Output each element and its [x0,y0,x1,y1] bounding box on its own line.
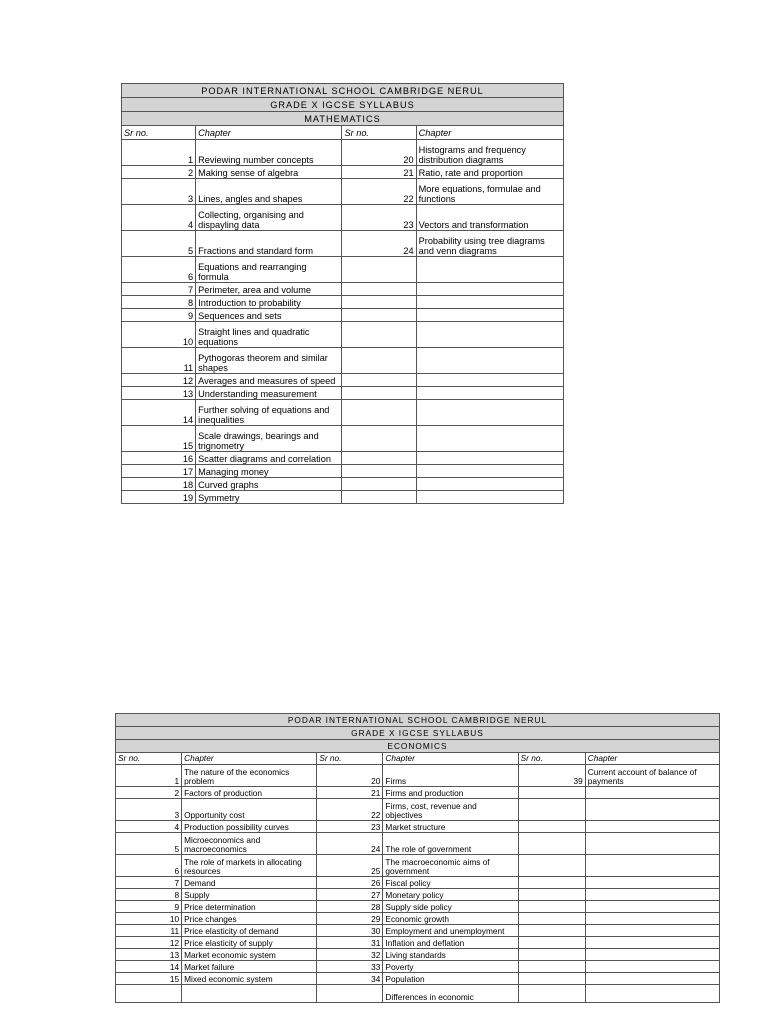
chapter-cell: Scale drawings, bearings and trignometry [196,426,342,452]
chapter-cell [585,787,719,799]
sr-no-cell: 1 [122,140,196,166]
chapter-cell [416,322,563,348]
chapter-cell [585,901,719,913]
econ-col-srno-3: Sr no. [518,753,585,765]
chapter-cell [585,821,719,833]
chapter-cell: Equations and rearranging formula [196,257,342,283]
chapter-cell [416,465,563,478]
sr-no-cell [518,889,585,901]
sr-no-cell: 12 [122,374,196,387]
table-row [122,179,564,205]
chapter-cell [416,348,563,374]
table-row [116,937,720,949]
table-row [122,491,564,504]
table-row [122,257,564,283]
table-row [122,166,564,179]
sr-no-cell: 32 [317,949,383,961]
econ-col-chapter-1: Chapter [182,753,317,765]
sr-no-cell [342,283,416,296]
sr-no-cell [518,821,585,833]
table-row [122,205,564,231]
sr-no-cell [342,452,416,465]
chapter-cell: Factors of production [182,787,317,799]
sr-no-cell: 14 [122,400,196,426]
chapter-cell: Understanding measurement [196,387,342,400]
chapter-cell: Firms and production [383,787,518,799]
chapter-cell [416,257,563,283]
sr-no-cell: 6 [116,855,182,877]
math-col-chapter-2: Chapter [416,126,563,140]
math-subject-title: MATHEMATICS [122,112,564,126]
table-row [116,985,720,1003]
chapter-cell: Curved graphs [196,478,342,491]
sr-no-cell: 22 [317,799,383,821]
sr-no-cell [342,400,416,426]
sr-no-cell: 3 [122,179,196,205]
sr-no-cell: 8 [122,296,196,309]
sr-no-cell: 31 [317,937,383,949]
sr-no-cell [518,855,585,877]
chapter-cell [416,309,563,322]
chapter-cell: Current account of balance of payments [585,765,719,787]
chapter-cell: Symmetry [196,491,342,504]
sr-no-cell [342,348,416,374]
table-row [122,140,564,166]
chapter-cell [585,855,719,877]
sr-no-cell [342,426,416,452]
sr-no-cell: 17 [122,465,196,478]
mathematics-syllabus-table [121,83,564,504]
sr-no-cell: 33 [317,961,383,973]
sr-no-cell [342,465,416,478]
chapter-cell [585,913,719,925]
sr-no-cell: 6 [122,257,196,283]
sr-no-cell: 24 [342,231,416,257]
chapter-cell: Microeconomics and macroeconomics [182,833,317,855]
chapter-cell: Ratio, rate and proportion [416,166,563,179]
chapter-cell: Averages and measures of speed [196,374,342,387]
sr-no-cell [342,296,416,309]
econ-col-srno-2: Sr no. [317,753,383,765]
sr-no-cell: 2 [116,787,182,799]
table-row [116,765,720,787]
chapter-cell [182,985,317,1003]
chapter-cell [585,889,719,901]
table-row [122,309,564,322]
table-row [116,787,720,799]
sr-no-cell [342,322,416,348]
table-row [116,973,720,985]
sr-no-cell: 21 [317,787,383,799]
economics-syllabus-table [115,713,720,1003]
sr-no-cell [518,925,585,937]
chapter-cell: Probability using tree diagrams and venn diagrams [416,231,563,257]
table-row [122,322,564,348]
chapter-cell: The nature of the economics problem [182,765,317,787]
table-row [122,283,564,296]
sr-no-cell: 5 [122,231,196,257]
chapter-cell: Employment and unemployment [383,925,518,937]
chapter-cell: Poverty [383,961,518,973]
sr-no-cell: 34 [317,973,383,985]
sr-no-cell: 25 [317,855,383,877]
sr-no-cell [342,478,416,491]
chapter-cell [585,949,719,961]
chapter-cell [585,877,719,889]
sr-no-cell: 20 [342,140,416,166]
sr-no-cell: 11 [116,925,182,937]
table-row [122,296,564,309]
chapter-cell: Pythogoras theorem and similar shapes [196,348,342,374]
sr-no-cell: 5 [116,833,182,855]
sr-no-cell: 1 [116,765,182,787]
chapter-cell: The role of government [383,833,518,855]
sr-no-cell: 27 [317,889,383,901]
sr-no-cell: 21 [342,166,416,179]
math-table-body [122,84,564,504]
chapter-cell [416,283,563,296]
chapter-cell: Making sense of algebra [196,166,342,179]
table-row [116,961,720,973]
chapter-cell: Price elasticity of supply [182,937,317,949]
sr-no-cell [518,877,585,889]
sr-no-cell [518,901,585,913]
sr-no-cell: 13 [116,949,182,961]
sr-no-cell: 2 [122,166,196,179]
sr-no-cell: 18 [122,478,196,491]
chapter-cell [585,973,719,985]
sr-no-cell: 4 [122,205,196,231]
table-row [122,426,564,452]
chapter-cell: Population [383,973,518,985]
sr-no-cell [342,257,416,283]
econ-col-srno-1: Sr no. [116,753,182,765]
chapter-cell: More equations, formulae and functions [416,179,563,205]
chapter-cell: Reviewing number concepts [196,140,342,166]
chapter-cell: Further solving of equations and inequalities [196,400,342,426]
chapter-cell: Fiscal policy [383,877,518,889]
sr-no-cell: 29 [317,913,383,925]
chapter-cell: Market economic system [182,949,317,961]
table-row [122,374,564,387]
sr-no-cell: 3 [116,799,182,821]
math-grade-title: GRADE X IGCSE SYLLABUS [122,98,564,112]
sr-no-cell: 14 [116,961,182,973]
sr-no-cell: 20 [317,765,383,787]
sr-no-cell [518,833,585,855]
chapter-cell [416,426,563,452]
chapter-cell: The macroeconomic aims of government [383,855,518,877]
table-row [116,799,720,821]
chapter-cell [585,985,719,1003]
chapter-cell: Opportunity cost [182,799,317,821]
sr-no-cell [518,949,585,961]
econ-school-name: PODAR INTERNATIONAL SCHOOL CAMBRIDGE NERUL [116,714,720,727]
chapter-cell: Economic growth [383,913,518,925]
chapter-cell: Inflation and deflation [383,937,518,949]
table-row [122,478,564,491]
chapter-cell: Firms, cost, revenue and objectives [383,799,518,821]
table-row [116,821,720,833]
table-row [116,833,720,855]
sr-no-cell: 15 [116,973,182,985]
table-row [116,913,720,925]
econ-grade-title: GRADE X IGCSE SYLLABUS [116,727,720,740]
sr-no-cell: 11 [122,348,196,374]
chapter-cell [416,478,563,491]
sr-no-cell: 24 [317,833,383,855]
chapter-cell: Fractions and standard form [196,231,342,257]
chapter-cell [585,799,719,821]
chapter-cell: Demand [182,877,317,889]
chapter-cell: Introduction to probability [196,296,342,309]
sr-no-cell [317,985,383,1003]
econ-col-chapter-2: Chapter [383,753,518,765]
table-row [116,925,720,937]
sr-no-cell [342,387,416,400]
sr-no-cell: 9 [122,309,196,322]
table-row [122,465,564,478]
math-school-name: PODAR INTERNATIONAL SCHOOL CAMBRIDGE NERUL [122,84,564,98]
sr-no-cell [518,787,585,799]
sr-no-cell: 4 [116,821,182,833]
sr-no-cell [518,961,585,973]
table-row [116,855,720,877]
chapter-cell [585,961,719,973]
sr-no-cell: 19 [122,491,196,504]
chapter-cell: Market failure [182,961,317,973]
sr-no-cell: 12 [116,937,182,949]
sr-no-cell [518,799,585,821]
table-row [116,901,720,913]
econ-col-chapter-3: Chapter [585,753,719,765]
sr-no-cell: 10 [116,913,182,925]
sr-no-cell [342,491,416,504]
chapter-cell: Lines, angles and shapes [196,179,342,205]
table-row [122,452,564,465]
sr-no-cell [342,374,416,387]
table-row [122,387,564,400]
chapter-cell [416,452,563,465]
sr-no-cell [518,985,585,1003]
chapter-cell: Supply [182,889,317,901]
chapter-cell: Mixed economic system [182,973,317,985]
chapter-cell [416,400,563,426]
sr-no-cell: 23 [342,205,416,231]
chapter-cell: Perimeter, area and volume [196,283,342,296]
table-row [122,231,564,257]
chapter-cell: Managing money [196,465,342,478]
math-col-srno-2: Sr no. [342,126,416,140]
sr-no-cell [342,309,416,322]
chapter-cell: Price changes [182,913,317,925]
sr-no-cell: 39 [518,765,585,787]
sr-no-cell: 7 [122,283,196,296]
chapter-cell: Production possibility curves [182,821,317,833]
sr-no-cell [116,985,182,1003]
chapter-cell: The role of markets in allocating resources [182,855,317,877]
sr-no-cell: 30 [317,925,383,937]
chapter-cell: Firms [383,765,518,787]
chapter-cell: Differences in economic [383,985,518,1003]
chapter-cell: Sequences and sets [196,309,342,322]
chapter-cell: Vectors and transformation [416,205,563,231]
table-row [116,949,720,961]
chapter-cell: Price determination [182,901,317,913]
table-row [116,889,720,901]
sr-no-cell: 9 [116,901,182,913]
chapter-cell: Supply side policy [383,901,518,913]
sr-no-cell [518,913,585,925]
chapter-cell [585,833,719,855]
chapter-cell [416,387,563,400]
sr-no-cell: 15 [122,426,196,452]
sr-no-cell [518,937,585,949]
sr-no-cell: 8 [116,889,182,901]
chapter-cell: Scatter diagrams and correlation [196,452,342,465]
chapter-cell [416,491,563,504]
chapter-cell: Price elasticity of demand [182,925,317,937]
math-col-srno-1: Sr no. [122,126,196,140]
chapter-cell: Collecting, organising and dispayling data [196,205,342,231]
chapter-cell: Histograms and frequency distribution diagrams [416,140,563,166]
chapter-cell: Straight lines and quadratic equations [196,322,342,348]
table-row [122,400,564,426]
sr-no-cell: 28 [317,901,383,913]
sr-no-cell [518,973,585,985]
chapter-cell [416,374,563,387]
sr-no-cell: 10 [122,322,196,348]
sr-no-cell: 26 [317,877,383,889]
math-col-chapter-1: Chapter [196,126,342,140]
chapter-cell: Monetary policy [383,889,518,901]
sr-no-cell: 13 [122,387,196,400]
chapter-cell: Market structure [383,821,518,833]
econ-table-body [116,714,720,1003]
chapter-cell [585,937,719,949]
sr-no-cell: 23 [317,821,383,833]
chapter-cell [585,925,719,937]
sr-no-cell: 22 [342,179,416,205]
sr-no-cell: 16 [122,452,196,465]
table-row [116,877,720,889]
chapter-cell: Living standards [383,949,518,961]
econ-subject-title: ECONOMICS [116,740,720,753]
table-row [122,348,564,374]
chapter-cell [416,296,563,309]
sr-no-cell: 7 [116,877,182,889]
